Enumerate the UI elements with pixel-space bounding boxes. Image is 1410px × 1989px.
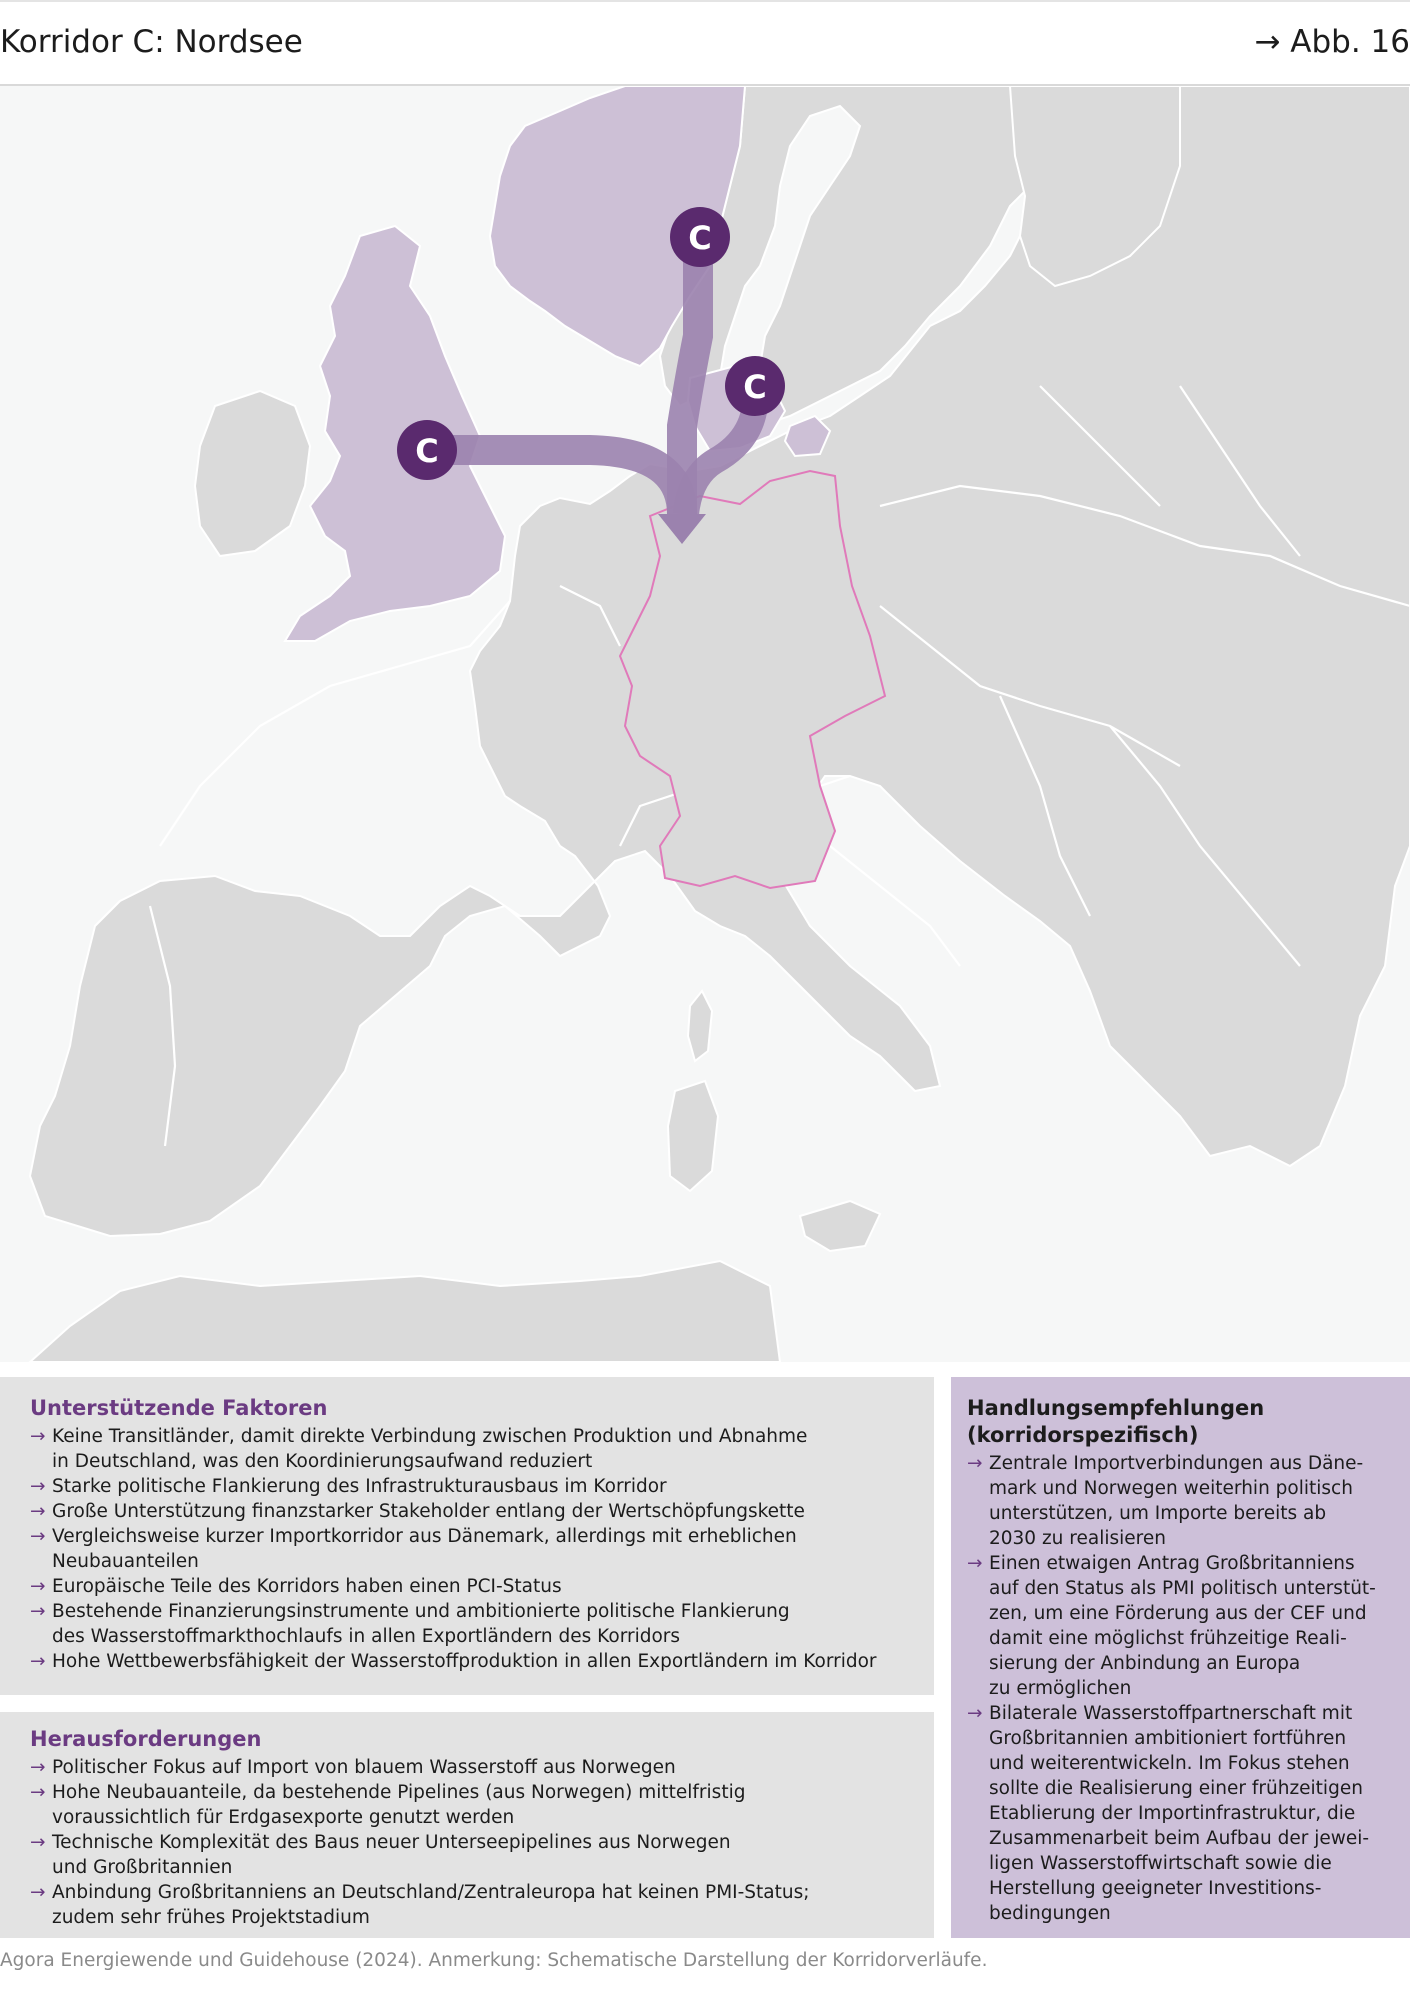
arrow-right-icon: → — [30, 1576, 46, 1597]
corridor-marker-uk[interactable] — [397, 420, 457, 480]
list-item: → Zentrale Importverbindungen aus Däne- mark und Norwegen weiterhin politisch unterstützen, um Importe bereits ab 2030 zu realisieren — [967, 1453, 1364, 1549]
arrow-right-icon: → — [967, 1703, 983, 1724]
corridor-marker-label: C — [688, 219, 712, 257]
challenges-list — [30, 1755, 916, 1930]
arrow-right-icon: → — [30, 1882, 46, 1903]
arrow-right-icon: → — [30, 1601, 46, 1622]
arrow-right-icon: → — [30, 1526, 46, 1547]
list-item: → Einen etwaigen Antrag Großbritanniens auf den Status als PMI politisch unterstüt- zen, um eine Förderung aus der CEF und damit eine möglichst frühzeitige Reali- sierung der Anbindung an Europa zu ermöglichen — [967, 1553, 1376, 1699]
figure-title: Korridor C: Nordsee — [0, 24, 303, 60]
list-item: → Hohe Wettbewerbsfähigkeit der Wasserstoffproduktion in allen Exportländern im Korridor — [30, 1651, 877, 1672]
arrow-right-icon: → — [30, 1832, 46, 1853]
corridor-marker-norway[interactable] — [670, 207, 730, 267]
list-item: → Politischer Fokus auf Import von blauem Wasserstoff aus Norwegen — [30, 1757, 676, 1778]
arrow-right-icon: → — [30, 1757, 46, 1778]
corridor-marker-label: C — [743, 368, 767, 406]
arrow-right-icon: → — [30, 1426, 46, 1447]
europe-map — [0, 86, 1410, 1362]
recommendations-list — [967, 1451, 1398, 1926]
corridor-marker-label: C — [415, 432, 439, 470]
supporting-factors-title: Unterstützende Faktoren — [30, 1396, 328, 1420]
list-item: → Keine Transitländer, damit direkte Verbindung zwischen Produktion und Abnahme in Deutschland, was den Koordinierungsaufwand reduziert — [30, 1426, 808, 1472]
arrow-right-icon: → — [967, 1453, 983, 1474]
list-item: → Anbindung Großbritanniens an Deutschland/Zentraleuropa hat keinen PMI-Status; zudem sehr frühes Projektstadium — [30, 1882, 810, 1928]
supporting-factors-box — [0, 1377, 934, 1695]
map-canvas — [0, 86, 1410, 1362]
list-item: → Große Unterstützung finanzstarker Stakeholder entlang der Wertschöpfungskette — [30, 1501, 805, 1522]
supporting-factors-list — [30, 1424, 916, 1674]
recommendations-box — [951, 1377, 1410, 1938]
list-item: → Vergleichsweise kurzer Importkorridor aus Dänemark, allerdings mit erheblichen Neubauanteilen — [30, 1526, 797, 1572]
arrow-right-icon: → — [30, 1476, 46, 1497]
arrow-right-icon: → — [967, 1553, 983, 1574]
challenges-box — [0, 1712, 934, 1938]
list-item: → Bilaterale Wasserstoffpartnerschaft mit Großbritannien ambitioniert fortführen und weiterentwickeln. Im Fokus stehen sollte die Realisierung einer frühzeitigen Etablierung der Importinfrastruktur, die Zusammenarbeit beim Aufbau der jewei- ligen Wasserstoffwirtschaft sowie die Herstellung geeigneter Investitions- bedingungen — [967, 1703, 1370, 1924]
list-item: → Europäische Teile des Korridors haben einen PCI-Status — [30, 1576, 562, 1597]
list-item: → Bestehende Finanzierungsinstrumente und ambitionierte politische Flankierung des Wasserstoffmarkthochlaufs in allen Exportländern des Korridors — [30, 1601, 790, 1647]
recommendations-title: Handlungsempfehlungen (korridorspezifisch) — [967, 1396, 1265, 1447]
source-note: Agora Energiewende und Guidehouse (2024). Anmerkung: Schematische Darstellung der Korridorverläufe. — [0, 1950, 988, 1971]
list-item: → Technische Komplexität des Baus neuer Unterseepipelines aus Norwegen und Großbritannien — [30, 1832, 731, 1878]
challenges-title: Herausforderungen — [30, 1727, 262, 1751]
arrow-right-icon: → — [30, 1782, 46, 1803]
arrow-right-icon: → — [30, 1651, 46, 1672]
corridor-marker-denmark[interactable] — [725, 356, 785, 416]
arrow-right-icon: → — [30, 1501, 46, 1522]
list-item: → Hohe Neubauanteile, da bestehende Pipelines (aus Norwegen) mittelfristig voraussichtlich für Erdgasexporte genutzt werden — [30, 1782, 746, 1828]
figure-reference: → Abb. 16 — [1254, 24, 1410, 60]
figure-header — [0, 2, 1410, 86]
list-item: → Starke politische Flankierung des Infrastrukturausbaus im Korridor — [30, 1476, 667, 1497]
